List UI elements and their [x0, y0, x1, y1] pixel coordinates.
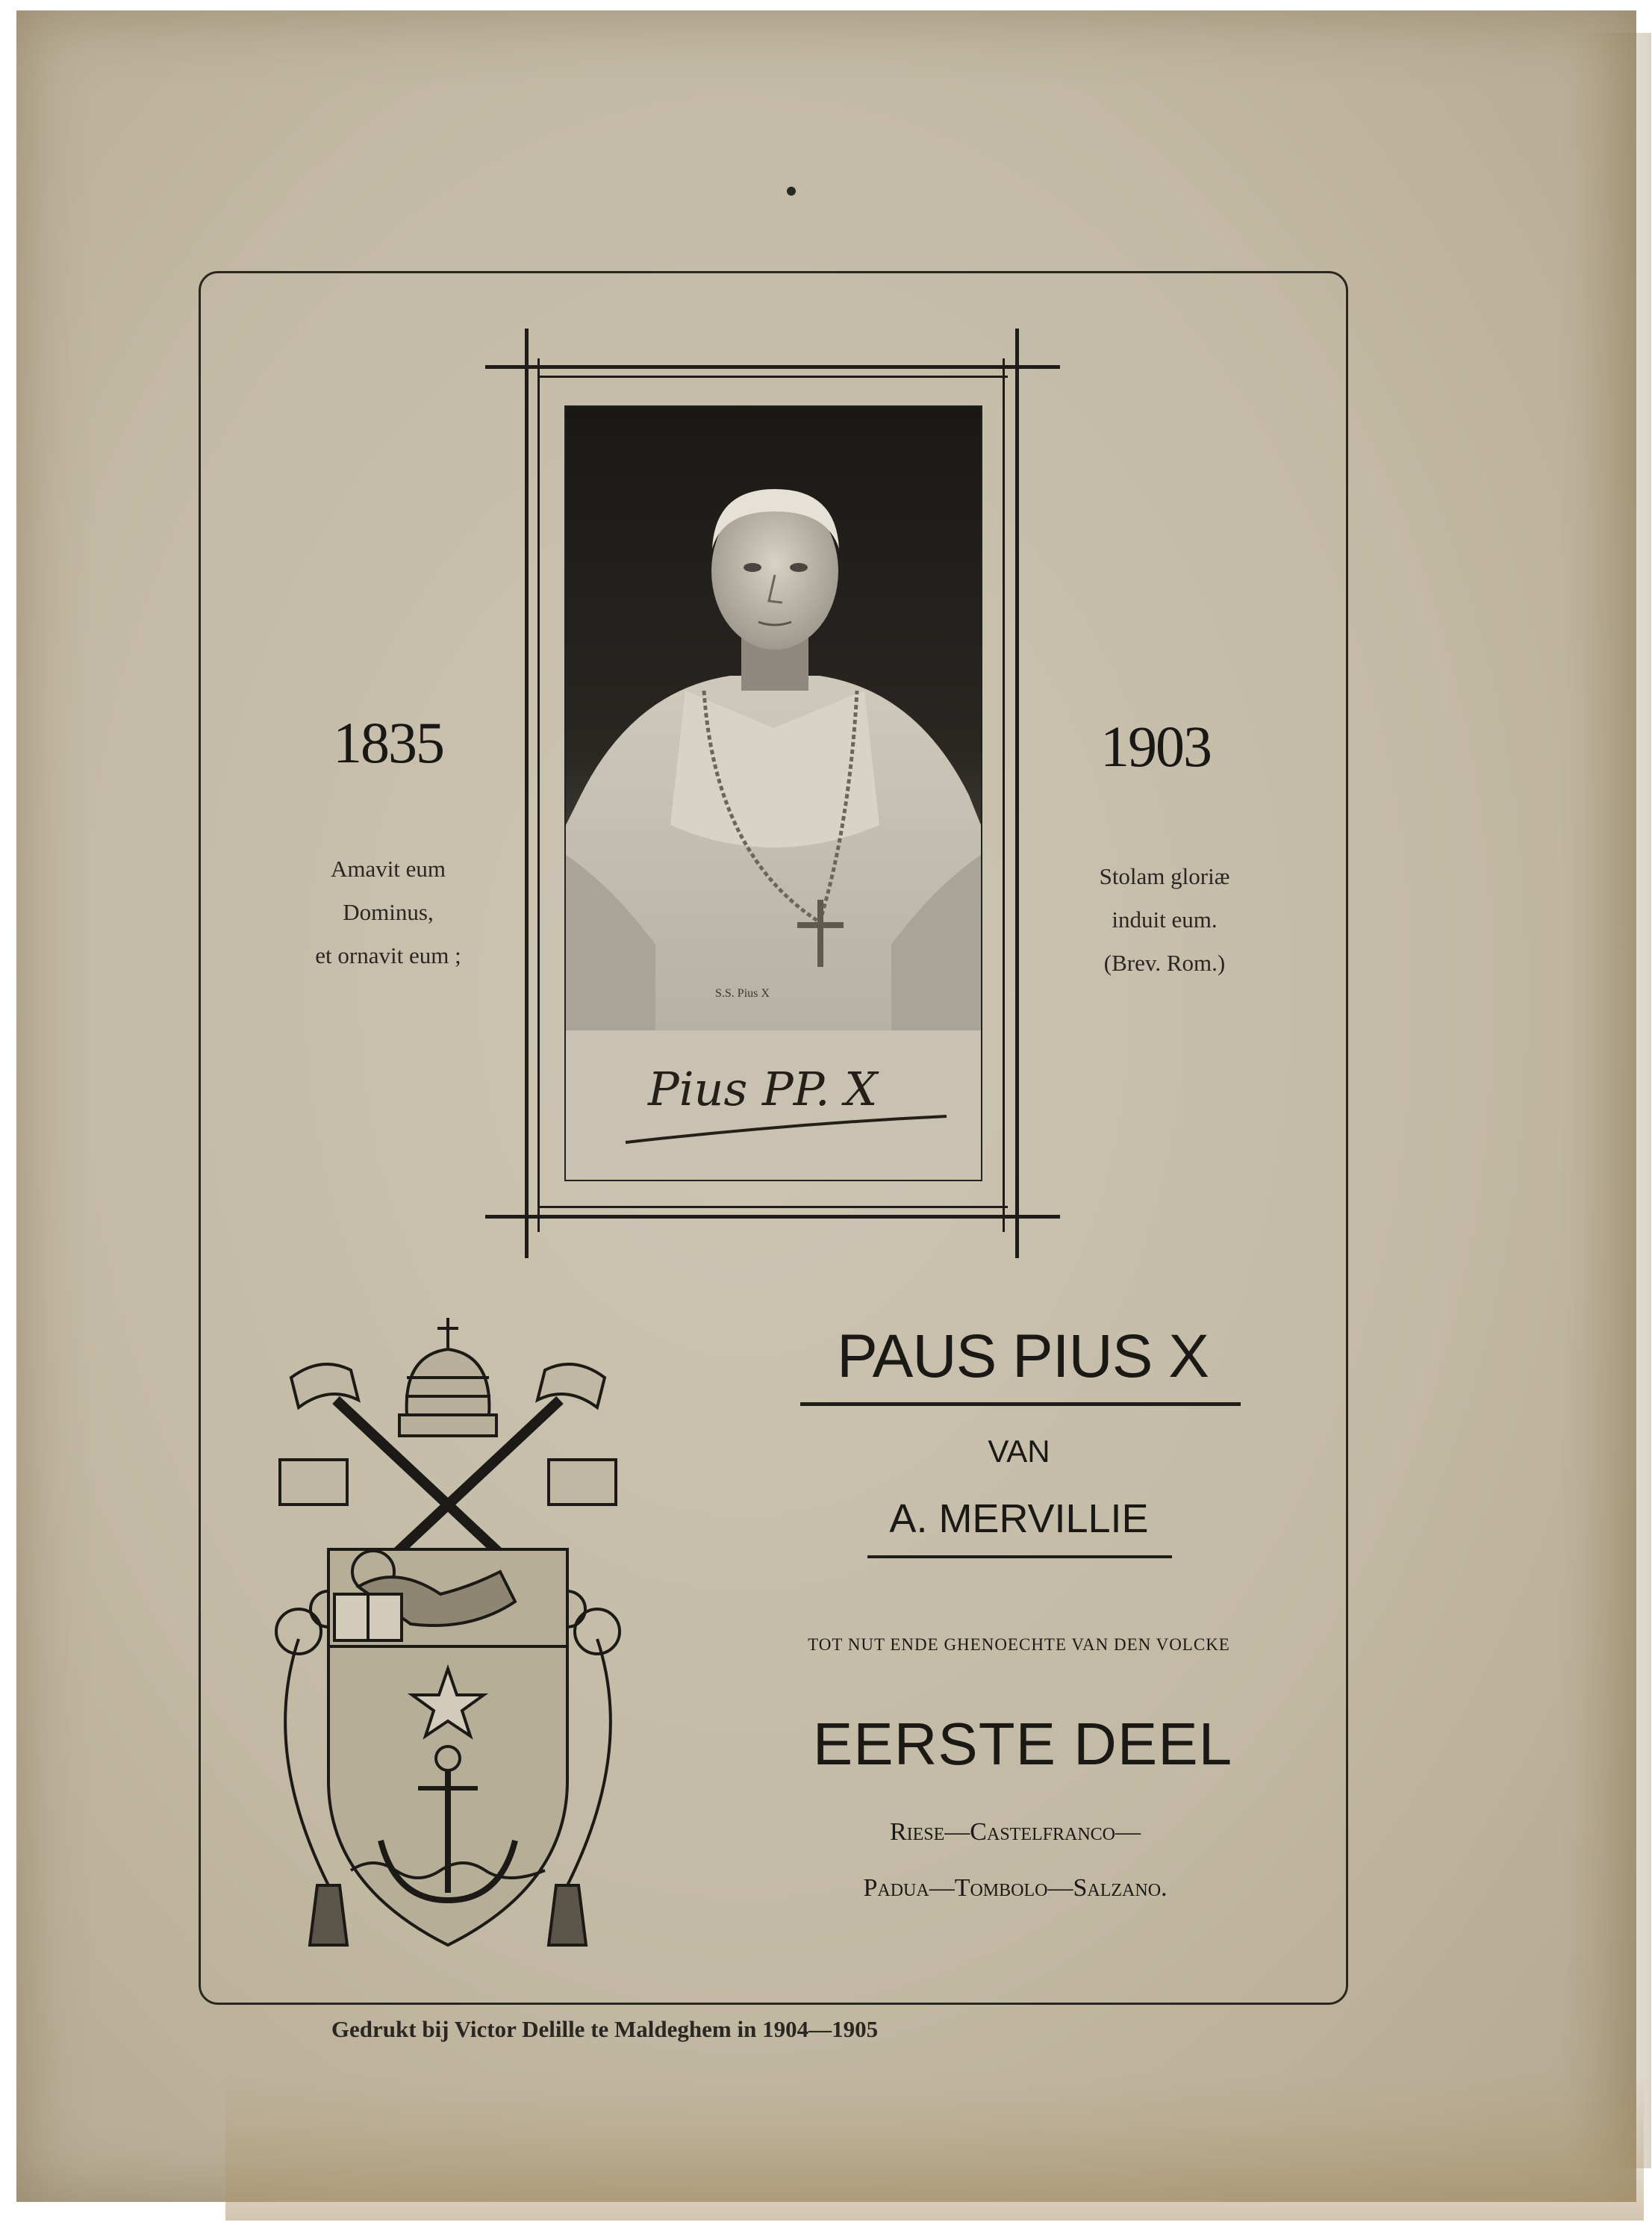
ink-spot [787, 187, 796, 196]
motto-right-line-3: (Brev. Rom.) [1103, 950, 1226, 976]
pope-signature: Pius PP. X [648, 1062, 878, 1116]
motto-left-line-2: Dominus, [343, 899, 434, 925]
cover-edge-wear [1569, 33, 1651, 2168]
motto-right-line-1: Stolam gloriæ [1099, 863, 1230, 889]
papal-tiara-icon [399, 1318, 496, 1436]
portrait-rule-bottom-inner [537, 1206, 1008, 1208]
motto-left [261, 847, 515, 977]
papal-coat-of-arms-icon [246, 1303, 649, 1960]
motto-right-line-2: induit eum. [1112, 906, 1218, 933]
places-line-2: Padua—Tombolo—Salzano. [863, 1874, 1168, 1902]
portrait-rule-top-outer [485, 365, 1060, 369]
pope-portrait-image [566, 407, 981, 1180]
pope-portrait-photo [564, 405, 982, 1181]
election-year: 1903 [1100, 714, 1211, 779]
title-underline [800, 1402, 1241, 1406]
portrait-rule-bottom-outer [485, 1215, 1060, 1219]
portrait-rule-right-inner [1003, 358, 1005, 1232]
portrait-rule-left-inner [537, 358, 540, 1232]
printer-imprint: Gedrukt bij Victor Delille te Maldeghem in 1904—1905 [331, 2016, 879, 2042]
birth-year: 1835 [333, 710, 443, 775]
author-name: A. MERVILLIE [889, 1496, 1149, 1541]
places-line-1: Riese—Castelfranco— [889, 1818, 1141, 1846]
motto-right [1038, 855, 1291, 985]
book-title: PAUS PIUS X [837, 1322, 1209, 1390]
torn-bottom-edge [225, 2071, 1644, 2221]
motto-left-line-3: et ornavit eum ; [315, 942, 461, 968]
portrait-caption: S.S. Pius X [715, 987, 770, 1000]
author-underline [867, 1555, 1172, 1558]
motto-left-line-1: Amavit eum [330, 856, 446, 882]
portrait-rule-top-inner [537, 376, 1008, 378]
purpose-line: TOT NUT ENDE GHENOECHTE VAN DEN VOLCKE [808, 1635, 1230, 1654]
by-label: VAN [988, 1434, 1050, 1469]
volume-title: EERSTE DEEL [812, 1711, 1233, 1777]
portrait-rule-left-outer [525, 329, 529, 1258]
portrait-rule-right-outer [1015, 329, 1019, 1258]
